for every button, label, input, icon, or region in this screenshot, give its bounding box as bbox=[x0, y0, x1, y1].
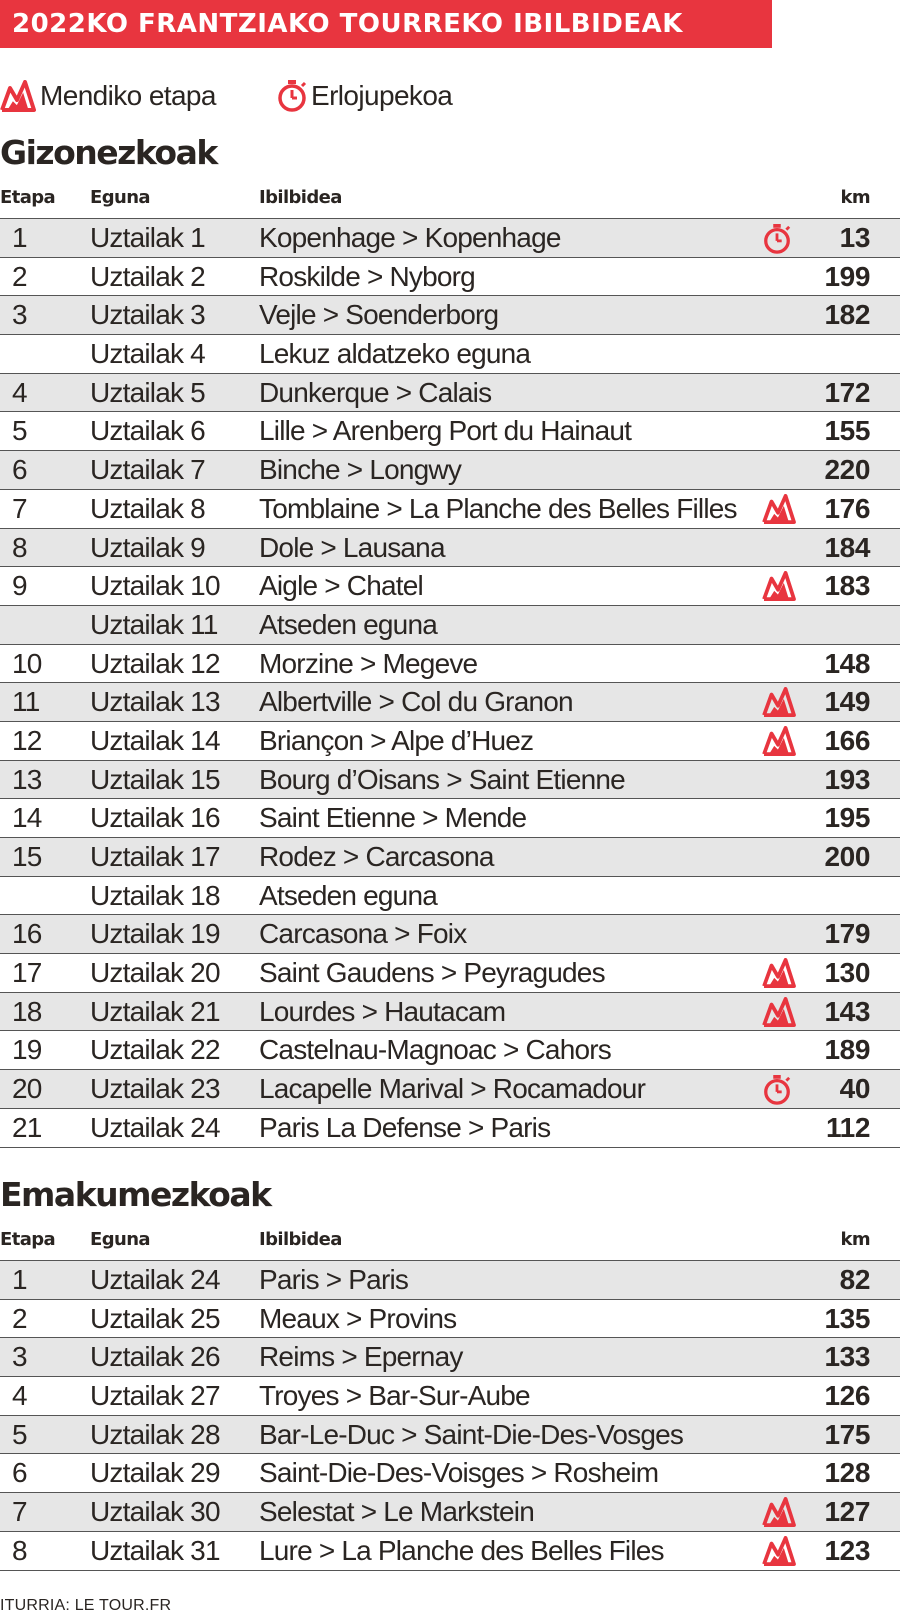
mountain-icon bbox=[762, 1536, 796, 1566]
stage-route: Saint Etienne > Mende bbox=[259, 802, 527, 834]
table-row bbox=[0, 761, 900, 800]
page-title: 2022KO FRANTZIAKO TOURREKO IBILBIDEAK bbox=[0, 0, 772, 48]
stage-route: Lacapelle Marival > Rocamadour bbox=[259, 1073, 646, 1105]
stage-route: Tomblaine > La Planche des Belles Filles bbox=[259, 492, 737, 524]
stage-route: Binche > Longwy bbox=[259, 454, 462, 486]
stage-route: Lourdes > Hautacam bbox=[259, 995, 506, 1027]
table-row bbox=[0, 1338, 900, 1377]
stage-route: Briançon > Alpe d’Huez bbox=[259, 724, 534, 756]
table-row bbox=[0, 1377, 900, 1416]
table-row bbox=[0, 954, 900, 993]
stage-route: Castelnau-Magnoac > Cahors bbox=[259, 1034, 611, 1066]
stage-number: 16 bbox=[12, 918, 42, 950]
table-row bbox=[0, 219, 900, 258]
table-row bbox=[0, 1261, 900, 1300]
stage-route: Roskilde > Nyborg bbox=[259, 260, 475, 292]
mountain-icon bbox=[762, 687, 796, 717]
stage-route: Carcasona > Foix bbox=[259, 918, 467, 950]
stage-number: 2 bbox=[12, 1302, 27, 1334]
stage-date: Uztailak 4 bbox=[90, 338, 205, 370]
stage-date: Uztailak 23 bbox=[90, 1073, 220, 1105]
stage-distance: 172 bbox=[824, 376, 870, 408]
stage-number: 7 bbox=[12, 492, 27, 524]
stage-route: Kopenhage > Kopenhage bbox=[259, 222, 561, 253]
table-row bbox=[0, 1300, 900, 1339]
stage-date: Uztailak 19 bbox=[90, 918, 220, 950]
table-row bbox=[0, 1454, 900, 1493]
stage-date: Uztailak 6 bbox=[90, 415, 205, 447]
stage-route: Dole > Lausana bbox=[259, 531, 445, 563]
stage-distance: 112 bbox=[826, 1111, 870, 1143]
stage-number: 4 bbox=[12, 1380, 27, 1412]
header-stage: Etapa bbox=[0, 187, 56, 208]
stage-distance: 127 bbox=[824, 1496, 870, 1528]
stage-distance: 133 bbox=[824, 1341, 870, 1373]
stage-number: 1 bbox=[12, 1264, 27, 1295]
stage-date: Uztailak 24 bbox=[90, 1264, 220, 1295]
table-row bbox=[0, 1031, 900, 1070]
table-row bbox=[0, 838, 900, 877]
stopwatch-icon bbox=[276, 79, 308, 113]
stage-distance: 148 bbox=[824, 647, 870, 679]
stage-number: 13 bbox=[12, 763, 42, 795]
table-row bbox=[0, 645, 900, 684]
table-row bbox=[0, 529, 900, 568]
stage-distance: 128 bbox=[824, 1457, 870, 1489]
stage-date: Uztailak 7 bbox=[90, 454, 205, 486]
stage-number: 11 bbox=[12, 686, 40, 718]
mountain-icon bbox=[762, 571, 796, 601]
stage-number: 6 bbox=[12, 1457, 27, 1489]
stage-distance: 40 bbox=[839, 1073, 870, 1105]
stage-route: Lille > Arenberg Port du Hainaut bbox=[259, 415, 632, 447]
stage-distance: 184 bbox=[824, 531, 870, 563]
table-row bbox=[0, 451, 900, 490]
stage-route: Atseden eguna bbox=[259, 879, 437, 911]
legend-timetrial-label: Erlojupekoa bbox=[311, 80, 453, 111]
stage-date: Uztailak 11 bbox=[90, 608, 218, 640]
stage-distance: 200 bbox=[824, 841, 870, 872]
mountain-icon bbox=[762, 997, 796, 1027]
stage-date: Uztailak 27 bbox=[90, 1380, 220, 1412]
mountain-icon bbox=[762, 1497, 796, 1527]
stage-date: Uztailak 10 bbox=[90, 570, 220, 602]
stage-route: Vejle > Soenderborg bbox=[259, 299, 499, 331]
stage-distance: 179 bbox=[824, 918, 870, 950]
stage-number: 5 bbox=[12, 1418, 27, 1450]
stage-date: Uztailak 30 bbox=[90, 1496, 220, 1528]
stage-number: 1 bbox=[12, 222, 27, 253]
stage-route: Saint Gaudens > Peyragudes bbox=[259, 957, 605, 989]
stage-distance: 193 bbox=[824, 763, 870, 795]
stage-date: Uztailak 1 bbox=[90, 222, 205, 253]
stage-route: Saint-Die-Des-Voisges > Rosheim bbox=[259, 1457, 659, 1489]
header-route: Ibilbidea bbox=[259, 187, 342, 208]
table-row bbox=[0, 915, 900, 954]
legend-mountain-label: Mendiko etapa bbox=[40, 80, 216, 111]
stage-number: 18 bbox=[12, 995, 42, 1027]
stage-date: Uztailak 3 bbox=[90, 299, 205, 331]
stage-route: Dunkerque > Calais bbox=[259, 376, 492, 408]
stage-route: Selestat > Le Markstein bbox=[259, 1496, 534, 1528]
table-row bbox=[0, 1070, 900, 1109]
table-row bbox=[0, 567, 900, 606]
stage-date: Uztailak 26 bbox=[90, 1341, 220, 1373]
stage-distance: 149 bbox=[824, 686, 870, 718]
table-row bbox=[0, 335, 900, 374]
stage-distance: 220 bbox=[824, 454, 870, 486]
table-header bbox=[0, 181, 900, 219]
table-row bbox=[0, 490, 900, 529]
stage-distance: 166 bbox=[824, 724, 870, 756]
stage-number: 21 bbox=[12, 1111, 42, 1143]
header-km: km bbox=[840, 1229, 870, 1250]
stage-route: Reims > Epernay bbox=[259, 1341, 463, 1373]
stage-date: Uztailak 13 bbox=[90, 686, 220, 718]
mountain-icon bbox=[0, 80, 36, 112]
stage-distance: 130 bbox=[824, 957, 870, 989]
stage-number: 12 bbox=[12, 724, 42, 756]
table-row bbox=[0, 1532, 900, 1571]
stage-date: Uztailak 14 bbox=[90, 724, 220, 756]
table-row bbox=[0, 1493, 900, 1532]
stage-number: 3 bbox=[12, 1341, 27, 1373]
stage-number: 4 bbox=[12, 376, 27, 408]
source-credit: ITURRIA: LE TOUR.FR bbox=[0, 1597, 172, 1614]
stage-distance: 155 bbox=[824, 415, 870, 447]
stage-number: 15 bbox=[12, 841, 42, 872]
stage-number: 8 bbox=[12, 1534, 27, 1566]
table-row bbox=[0, 258, 900, 297]
mountain-icon bbox=[762, 958, 796, 988]
stage-route: Morzine > Megeve bbox=[259, 647, 478, 679]
stage-date: Uztailak 25 bbox=[90, 1302, 220, 1334]
stage-date: Uztailak 29 bbox=[90, 1457, 220, 1489]
stopwatch-icon bbox=[762, 1074, 796, 1104]
stage-distance: 189 bbox=[824, 1034, 870, 1066]
stage-distance: 182 bbox=[824, 299, 870, 331]
table-row bbox=[0, 412, 900, 451]
stage-date: Uztailak 24 bbox=[90, 1111, 220, 1143]
stage-route: Lekuz aldatzeko eguna bbox=[259, 338, 531, 370]
legend bbox=[0, 76, 900, 116]
header-route: Ibilbidea bbox=[259, 1229, 342, 1250]
stage-route: Lure > La Planche des Belles Files bbox=[259, 1534, 664, 1566]
stage-number: 8 bbox=[12, 531, 27, 563]
table-row bbox=[0, 877, 900, 916]
header-km: km bbox=[840, 187, 870, 208]
header-day: Eguna bbox=[90, 1229, 150, 1250]
men-stages-table bbox=[0, 181, 900, 1148]
legend-timetrial bbox=[276, 76, 452, 116]
table-row bbox=[0, 1416, 900, 1455]
table-row bbox=[0, 606, 900, 645]
stage-route: Atseden eguna bbox=[259, 608, 437, 640]
header-day: Eguna bbox=[90, 187, 150, 208]
table-row bbox=[0, 683, 900, 722]
stage-distance: 176 bbox=[824, 492, 870, 524]
stage-route: Bar-Le-Duc > Saint-Die-Des-Vosges bbox=[259, 1418, 684, 1450]
stage-distance: 126 bbox=[824, 1380, 870, 1412]
table-row bbox=[0, 799, 900, 838]
table-row bbox=[0, 993, 900, 1032]
table-header bbox=[0, 1223, 900, 1261]
stage-date: Uztailak 15 bbox=[90, 763, 220, 795]
stage-date: Uztailak 22 bbox=[90, 1034, 220, 1066]
legend-mountain bbox=[0, 76, 216, 116]
stage-date: Uztailak 9 bbox=[90, 531, 205, 563]
stage-distance: 123 bbox=[824, 1534, 870, 1566]
stage-date: Uztailak 2 bbox=[90, 260, 205, 292]
table-row bbox=[0, 1109, 900, 1148]
stage-date: Uztailak 16 bbox=[90, 802, 220, 834]
stage-number: 3 bbox=[12, 299, 27, 331]
stage-number: 20 bbox=[12, 1073, 42, 1105]
stage-number: 14 bbox=[12, 802, 42, 834]
stage-date: Uztailak 17 bbox=[90, 841, 220, 872]
stage-number: 2 bbox=[12, 260, 27, 292]
stage-date: Uztailak 18 bbox=[90, 879, 220, 911]
stage-number: 5 bbox=[12, 415, 27, 447]
stage-distance: 13 bbox=[839, 222, 870, 253]
stage-date: Uztailak 28 bbox=[90, 1418, 220, 1450]
stage-number: 17 bbox=[12, 957, 42, 989]
stage-route: Albertville > Col du Granon bbox=[259, 686, 573, 718]
mountain-icon bbox=[762, 726, 796, 756]
table-row bbox=[0, 722, 900, 761]
stage-route: Bourg d’Oisans > Saint Etienne bbox=[259, 763, 625, 795]
stage-distance: 183 bbox=[824, 570, 870, 602]
stage-distance: 199 bbox=[824, 260, 870, 292]
women-stages-table bbox=[0, 1223, 900, 1571]
men-section-title: Gizonezkoak bbox=[0, 133, 217, 172]
table-row bbox=[0, 296, 900, 335]
stage-distance: 82 bbox=[839, 1264, 870, 1295]
stage-number: 6 bbox=[12, 454, 27, 486]
women-section-title: Emakumezkoak bbox=[0, 1175, 271, 1214]
stage-distance: 175 bbox=[824, 1418, 870, 1450]
stage-route: Paris > Paris bbox=[259, 1264, 409, 1295]
header-stage: Etapa bbox=[0, 1229, 56, 1250]
stage-distance: 135 bbox=[824, 1302, 870, 1334]
stage-date: Uztailak 20 bbox=[90, 957, 220, 989]
stage-route: Troyes > Bar-Sur-Aube bbox=[259, 1380, 530, 1412]
stage-route: Rodez > Carcasona bbox=[259, 841, 494, 872]
stage-route: Aigle > Chatel bbox=[259, 570, 423, 602]
stage-number: 7 bbox=[12, 1496, 27, 1528]
stage-date: Uztailak 8 bbox=[90, 492, 205, 524]
stage-distance: 195 bbox=[824, 802, 870, 834]
table-row bbox=[0, 374, 900, 413]
stage-route: Paris La Defense > Paris bbox=[259, 1111, 551, 1143]
mountain-icon bbox=[762, 494, 796, 524]
stage-route: Meaux > Provins bbox=[259, 1302, 457, 1334]
stage-date: Uztailak 12 bbox=[90, 647, 220, 679]
stage-date: Uztailak 31 bbox=[90, 1534, 220, 1566]
stage-date: Uztailak 5 bbox=[90, 376, 205, 408]
stage-date: Uztailak 21 bbox=[90, 995, 220, 1027]
stage-number: 10 bbox=[12, 647, 42, 679]
stopwatch-icon bbox=[762, 223, 796, 253]
stage-number: 19 bbox=[12, 1034, 42, 1066]
stage-distance: 143 bbox=[824, 995, 870, 1027]
stage-number: 9 bbox=[12, 570, 27, 602]
